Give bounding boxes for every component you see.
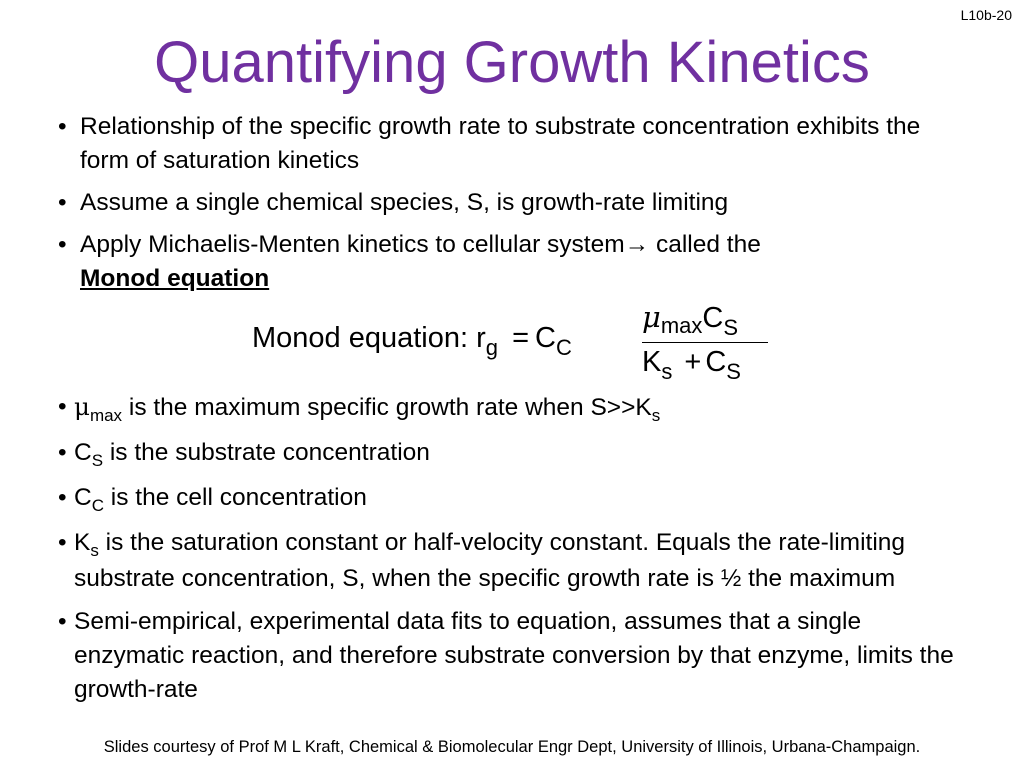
equation-lhs — [252, 322, 572, 360]
bullet-icon: • — [58, 393, 67, 420]
definition-text: Semi-empirical, experimental data fits to equation, assumes that a single enzymatic reaction, and therefore substrate conversion by that enzyme, limits the growth-rate — [74, 608, 954, 703]
bullet-text: Assume a single chemical species, S, is growth-rate limiting — [80, 189, 729, 216]
definition-item — [58, 526, 978, 596]
den-cs-subscript: S — [726, 359, 741, 384]
cc-subscript-def: C — [91, 496, 104, 515]
definition-text: is the saturation constant or half-velocity constant. Equals the rate-limiting substrate concentration, S, when the specific growth rate is ½ the maximum — [74, 529, 906, 592]
bullet-text: Relationship of the specific growth rate to substrate concentration exhibits the form of saturation kinetics — [80, 113, 921, 174]
slide-title: Quantifying Growth Kinetics — [154, 30, 870, 95]
bullet-item — [58, 186, 958, 220]
definition-item — [58, 390, 978, 427]
mu-max-symbol: μ — [74, 392, 90, 421]
definition-text: is the substrate concentration — [103, 439, 430, 466]
fraction-numerator — [642, 300, 739, 340]
cs-subscript-def: S — [91, 451, 104, 470]
definition-item — [58, 605, 978, 707]
cs-subscript: S — [723, 315, 739, 340]
den-cs-symbol: C — [705, 346, 727, 378]
bullet-icon: • — [58, 484, 67, 511]
bullet-icon: • — [58, 608, 67, 635]
cs-symbol: C — [702, 302, 724, 334]
bullet-icon: • — [58, 189, 67, 216]
equals-sign: = — [512, 322, 530, 354]
definition-text: is the cell concentration — [103, 484, 367, 511]
bullet-icon: • — [58, 529, 67, 556]
bullet-icon: • — [58, 231, 67, 258]
ks-subscript-tail: s — [651, 406, 661, 425]
cc-symbol: C — [535, 322, 556, 354]
monod-equation-link-text: Monod equation — [80, 265, 270, 292]
definition-text: is the maximum specific growth rate when S>>K — [122, 394, 652, 421]
definition-bullet-list — [58, 390, 978, 716]
ks-symbol: K — [642, 346, 662, 378]
slide-footer: Slides courtesy of Prof M L Kraft, Chemical & Biomolecular Engr Dept, University of Illinois, Urbana-Champaign. — [103, 738, 921, 756]
ks-symbol-def: K — [74, 529, 91, 556]
definition-item — [58, 436, 978, 472]
bullet-icon: • — [58, 439, 67, 466]
fraction-denominator — [642, 346, 741, 384]
mu-max-subscript: max — [89, 406, 123, 425]
mu-symbol: μ — [642, 300, 661, 334]
bullet-icon: • — [58, 113, 67, 140]
cc-symbol-def: C — [74, 484, 92, 511]
top-bullet-list — [58, 110, 958, 304]
fraction-bar — [642, 342, 768, 343]
cc-subscript: C — [555, 335, 572, 360]
bullet-item — [58, 228, 958, 296]
bullet-item — [58, 110, 958, 178]
rg-subscript: g — [485, 335, 499, 360]
equation-label: Monod equation: r — [252, 322, 486, 354]
mu-subscript: max — [660, 313, 703, 338]
ks-subscript-def: s — [90, 541, 99, 560]
definition-item — [58, 481, 978, 517]
slide-number: L10b-20 — [960, 7, 1012, 23]
plus-sign: + — [684, 346, 702, 378]
ks-subscript: s — [661, 359, 673, 384]
bullet-text: Apply Michaelis-Menten kinetics to cellular system→ called the — [80, 231, 761, 258]
cs-symbol-def: C — [74, 439, 92, 466]
